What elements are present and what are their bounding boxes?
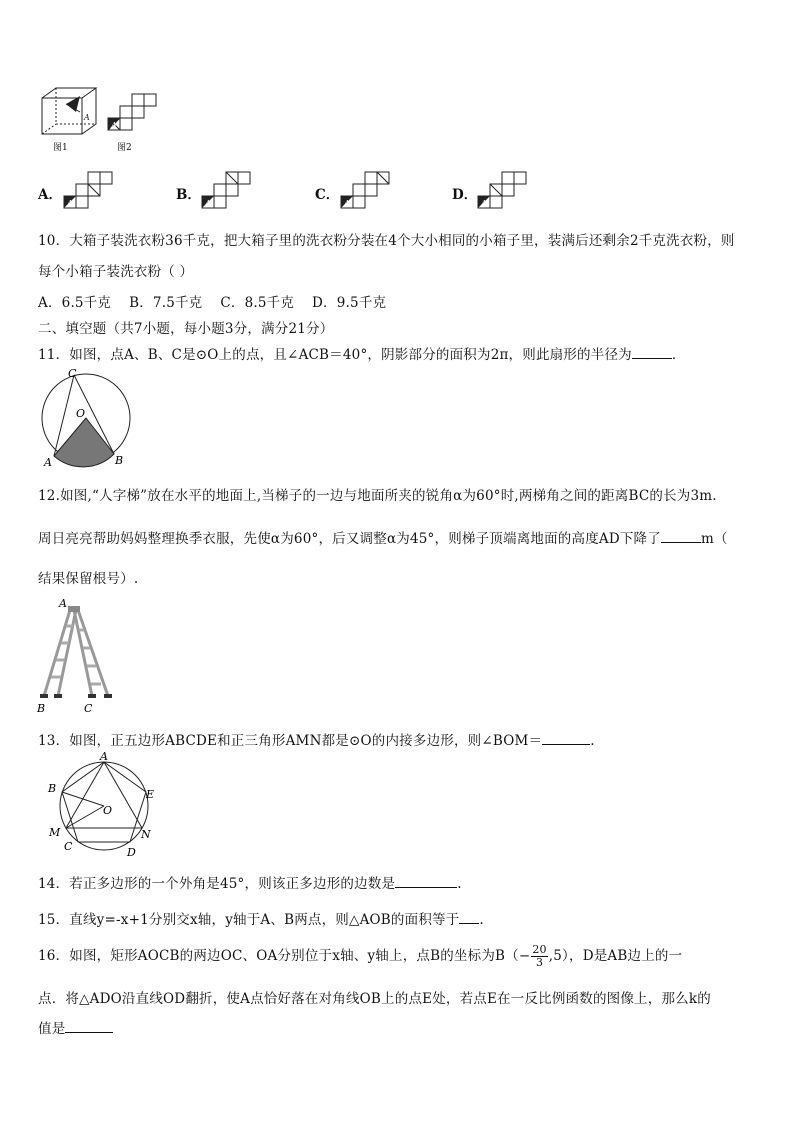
- q11-circle-figure: [38, 366, 134, 470]
- q16-text-line1: [38, 944, 682, 969]
- q16-text-part1: 16．如图，矩形AOCB的两边OC、OA分别位于x轴、y轴上，点B的坐标为B（−: [38, 948, 531, 964]
- q9-option-c-net: [339, 170, 395, 210]
- q11-label-b: B: [115, 454, 124, 467]
- q12-ladder-figure: [34, 598, 124, 716]
- q9-fig1-point-label: A: [84, 113, 90, 122]
- q9-option-a-label[interactable]: A．: [38, 187, 62, 203]
- q10-text-line1: 10．大箱子装洗衣粉36千克，把大箱子里的洗衣粉分装在4个大小相同的小箱子里，装满后还剩余2千克洗衣粉，则: [38, 233, 735, 249]
- q16-question-end: 值是: [38, 1021, 66, 1037]
- q13-end: .: [590, 733, 595, 749]
- q11-question: 11．如图，点A、B、C是⊙O上的点，且∠ACB＝40°，阴影部分的面积为2π，则此扇形的半径为: [38, 347, 632, 363]
- q11-text: [38, 343, 686, 363]
- q13-label-c: C: [64, 840, 73, 853]
- q10-option-b[interactable]: B．7.5千克: [129, 295, 203, 311]
- q11-end: ．: [671, 347, 686, 363]
- q15-question: 15．直线y=-x+1分别交x轴，y轴于A、B两点，则△AOB的面积等于: [38, 912, 460, 928]
- q11-label-a: A: [44, 456, 52, 469]
- q11-answer-blank[interactable]: [632, 346, 672, 359]
- q15-end: .: [479, 912, 484, 928]
- q16-text-line2: 点．将△ADO沿直线OD翻折，使A点恰好落在对角线OB上的点E处，若点E在一反比例函数的图像上，那么k的: [38, 991, 711, 1007]
- q13-label-n: N: [141, 828, 151, 841]
- q9-option-b-net: [200, 170, 256, 210]
- q10-option-c[interactable]: C．8.5千克: [220, 295, 295, 311]
- q9-option-a-point-label: A: [67, 199, 73, 208]
- q16-text-part2: ,5），D是AB边上的一: [548, 948, 683, 964]
- q9-option-b-point-label: A: [205, 199, 211, 208]
- q15-text: [38, 908, 484, 928]
- q9-option-d-label[interactable]: D．: [452, 187, 478, 203]
- q9-figure2-net: [106, 92, 162, 132]
- section2-heading: 二、填空题（共7小题，每小题3分，满分21分）: [38, 321, 334, 337]
- q13-label-m: M: [49, 826, 61, 839]
- q14-answer-blank[interactable]: [395, 875, 457, 888]
- q12-text-line3: 结果保留根号）.: [38, 571, 139, 587]
- q11-label-c: C: [68, 367, 77, 380]
- q12-question-part2: m（: [700, 531, 728, 547]
- q11-label-o: O: [76, 407, 86, 420]
- q12-question-part1: 周日亮亮帮助妈妈整理换季衣服，先使α为60°，后又调整α为45°，则梯子顶端离地面的高度AD下降了: [38, 531, 661, 547]
- q12-label-b: B: [37, 702, 46, 715]
- q12-answer-blank[interactable]: [661, 530, 701, 543]
- q9-option-c-point-label: A: [344, 199, 350, 208]
- q13-label-o: O: [103, 804, 113, 817]
- q14-end: .: [457, 876, 462, 892]
- q10-text-line2: 每个小箱子装洗衣粉（ ）: [38, 264, 194, 280]
- q13-polygon-figure: [40, 750, 164, 860]
- q16-text-line3: [38, 1017, 113, 1037]
- q10-option-a[interactable]: A．6.5千克: [38, 295, 112, 311]
- q13-label-a: A: [100, 750, 108, 763]
- q16-answer-blank[interactable]: [65, 1020, 113, 1033]
- q13-label-d: D: [127, 846, 136, 859]
- q16-fraction: [531, 944, 547, 969]
- q16-fraction-denominator: 3: [535, 956, 544, 969]
- q10-options: [38, 291, 386, 311]
- q9-option-d-point-label: A: [481, 199, 487, 208]
- q14-text: [38, 872, 462, 892]
- q9-option-a-net: [62, 170, 118, 210]
- q14-question: 14．若正多边形的一个外角是45°，则该正多边形的边数是: [38, 876, 396, 892]
- q12-text-line2: [38, 527, 728, 547]
- q9-figure1-cube: [40, 86, 102, 138]
- q9-option-d-net: [476, 170, 532, 210]
- fig2-caption: 图2: [117, 143, 132, 153]
- q12-label-c: C: [84, 702, 93, 715]
- q10-option-d[interactable]: D．9.5千克: [312, 295, 387, 311]
- q9-fig2-point-label: A: [111, 121, 117, 130]
- q12-label-a: A: [59, 598, 67, 610]
- q13-text: [38, 729, 595, 749]
- q15-answer-blank[interactable]: [459, 911, 479, 924]
- q13-label-b: B: [48, 782, 57, 795]
- q12-text-line1: 12.如图,“人字梯”放在水平的地面上,当梯子的一边与地面所夹的锐角α为60°时,两梯角之间的距离BC的长为3m.: [38, 488, 717, 504]
- q9-option-b-label[interactable]: B．: [176, 187, 201, 203]
- q9-option-c-label[interactable]: C．: [315, 187, 340, 203]
- q13-label-e: E: [146, 788, 155, 801]
- fig1-caption: 图1: [53, 143, 68, 153]
- q13-question: 13．如图，正五边形ABCDE和正三角形AMN都是⊙O的内接多边形，则∠BOM＝: [38, 733, 543, 749]
- q16-fraction-numerator: 20: [532, 943, 547, 956]
- q13-answer-blank[interactable]: [542, 732, 590, 745]
